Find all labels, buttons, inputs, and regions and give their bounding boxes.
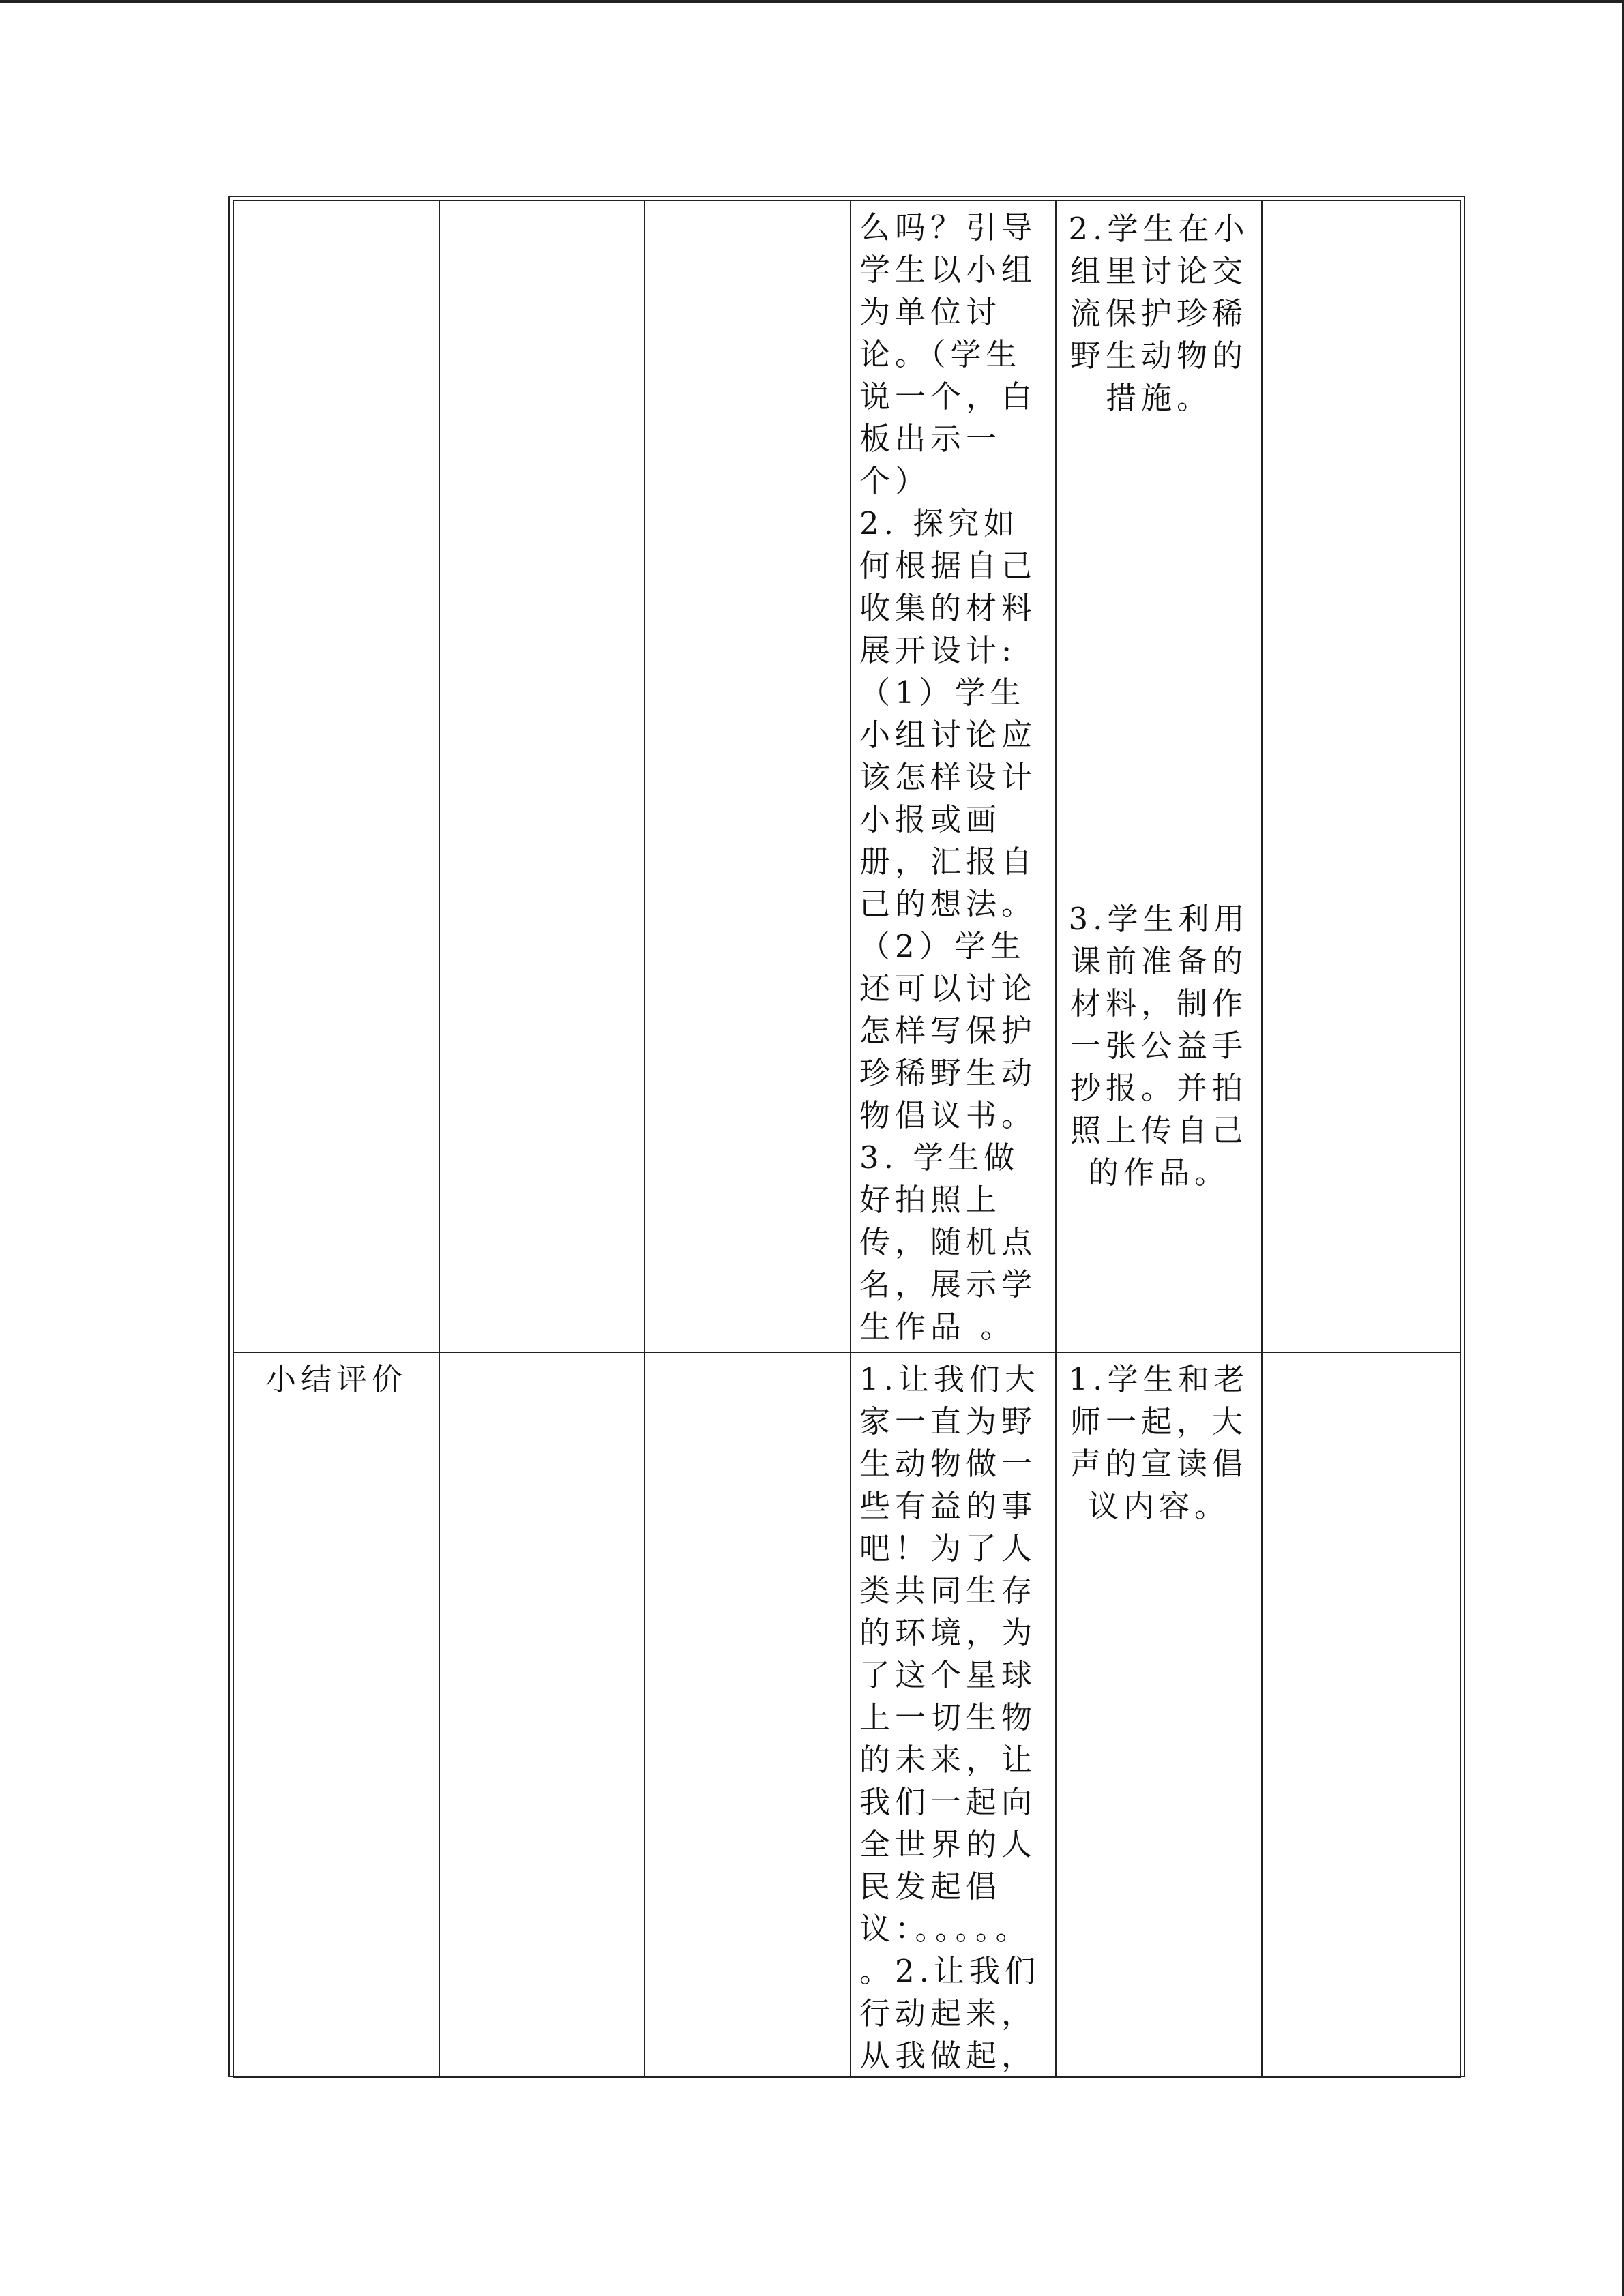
stage-text: 小结评价 [265, 1361, 407, 1397]
student-activity-text: 3.学生利用 课前准备的 材料，制作 一张公益手 抄报。并拍 照上传自己 的作品。 [1068, 901, 1250, 1191]
stage-cell [233, 200, 439, 1352]
lesson-plan-table-frame [228, 196, 1465, 2077]
teacher-activity-text: 1.让我们大 家一直为野 生动物做一 些有益的事 吧！为了人 类共同生存 的环境，为 了这个星球 上一切生物 的未来，让 我们一起向 全世界的人 民发起倡 议：。。。。。 。2.让我们 行动起来， 从我做起， [859, 1361, 1040, 2074]
teacher-activity-text: 么吗？引导 学生以小组 为单位讨 论。（学生 说一个，白 板出示一 个） 2. 探究如 何根据自己 收集的材料 展开设计: （1）学生 小组讨论应 该怎样设计 小报或画 册，汇报自 己的想法。 （2）学生 还可以讨论 怎样写保护 珍稀野生动 物倡议书。 3. 学生做 好拍照上 传，随机点 名，展示学 生作品 。 [859, 209, 1037, 1345]
table-row [233, 1352, 1460, 2078]
teacher-activity-cell [851, 200, 1056, 1352]
notes-cell [1262, 200, 1460, 1352]
empty-cell [439, 1352, 645, 2078]
student-activity-text: 2.学生在小 组里讨论交 流保护珍稀 野生动物的 措施。 [1068, 211, 1250, 416]
student-activity-cell [1056, 1352, 1262, 2078]
notes-cell [1262, 1352, 1460, 2078]
empty-cell [439, 200, 645, 1352]
table-row [233, 200, 1460, 1352]
stage-cell [233, 1352, 439, 2078]
page-top-border [0, 0, 1624, 3]
student-activity-cell [1056, 200, 1262, 1352]
lesson-plan-table [233, 200, 1461, 2078]
student-activity-text: 1.学生和老 师一起，大 声的宣读倡 议内容。 [1068, 1361, 1250, 1524]
empty-cell [645, 1352, 851, 2078]
teacher-activity-cell [851, 1352, 1056, 2078]
empty-cell [645, 200, 851, 1352]
